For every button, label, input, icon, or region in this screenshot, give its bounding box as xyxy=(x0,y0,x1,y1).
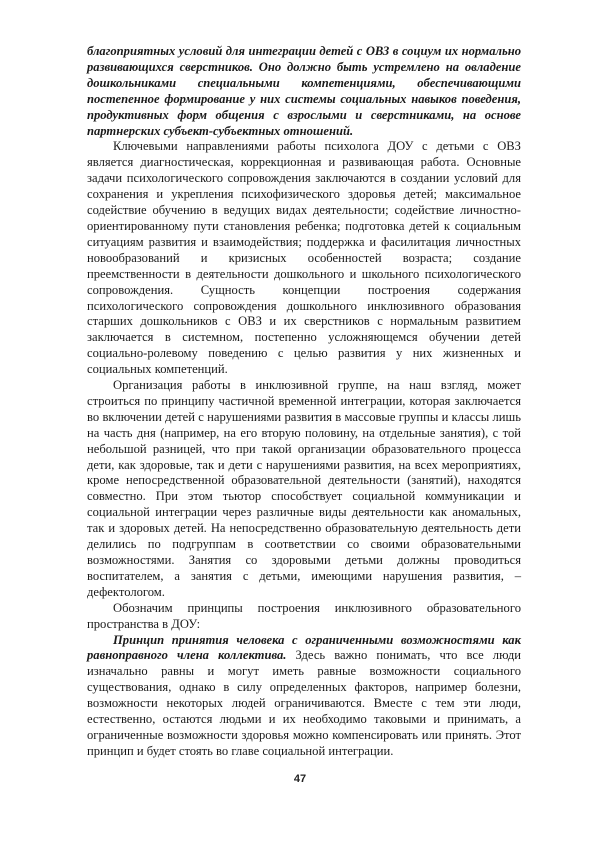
page-number: 47 xyxy=(293,773,307,785)
paragraph-principles-intro: Обозначим принципы построения инклюзивного образовательного пространства в ДОУ: xyxy=(87,600,521,631)
intro-paragraph: благоприятных условий для интеграции детей с ОВЗ в социум их нормально развивающихся сверстников. Оно должно быть устремлено на овладение дошкольниками специальными компетенциями, обеспечивающими постепенное формирование у них системы социальных навыков поведения, продуктивных форм общения с взрослыми и сверстниками, на основе партнерских субъект-субъектных отношений. xyxy=(87,44,521,138)
document-body xyxy=(87,44,521,760)
paragraph-key-directions: Ключевыми направлениями работы психолога ДОУ с детьми с ОВЗ является диагностическая, коррекционная и развивающая работа. Основные задачи психологического сопровождения заключаются в создании условий для сохранения и укрепления психофизического здоровья детей; максимальное содействие обучению в ведущих видах деятельности; содействие личностно-ориентированному пути становления ребенка; подготовка детей к социальным ситуациям развития и взаимодействия; поддержка и фасилитация личностных новообразований и кризисных особенностей возраста; создание преемственности в деятельности дошкольного и школьного психологического сопровождения. Сущность концепции построения содержания психологического сопровождения дошкольного инклюзивного образования старших дошкольников с ОВЗ и их сверстников с нормальным развитием заключается в системном, постепенно усложняющемся обучении детей социально-ролевому поведению с целью развития у них жизненных и социальных компетенций. xyxy=(87,139,521,377)
paragraph-principle-acceptance xyxy=(87,633,521,760)
principle-title: Принцип принятия человека с ограниченными возможностями как равноправного члена коллектива. xyxy=(87,632,521,663)
paragraph-inclusive-group: Организация работы в инклюзивной группе, на наш взгляд, может строиться по принципу частичной временной интеграции, которая заключается во включении детей с нарушениями развития в массовые группы и классы лишь на часть дня (например, на его вторую половину, на отдельные занятия), с той небольшой разницей, что при такой организации образовательного процесса дети, как здоровые, так и дети с нарушениями развития, на всех мероприятиях, кроме непосредственной образовательной деятельности (занятий), находятся совместно. При этом тьютор способствует социальной коммуникации и социальной интеграции через различные виды деятельности как аномальных, так и здоровых детей. На непосредственно образовательную деятельность дети делились по подгруппам в соответствии со своими образовательными возможностями. Занятия со здоровыми детьми должны проводиться воспитателем, а занятия с детьми, имеющими нарушения развития, – дефектологом. xyxy=(87,378,521,599)
principle-body: Здесь важно понимать, что все люди изначально равны и могут иметь равные возможности социального существования, однако в силу определенных факторов, например болезни, возможности некоторых людей ограничиваются. Вместе с тем эти люди, естественно, остаются людьми и их необходимо таковыми и принимать, а ограниченные возможности здоровья можно компенсировать или принять. Этот принцип и будет стоять во главе социальной интеграции. xyxy=(87,648,521,758)
